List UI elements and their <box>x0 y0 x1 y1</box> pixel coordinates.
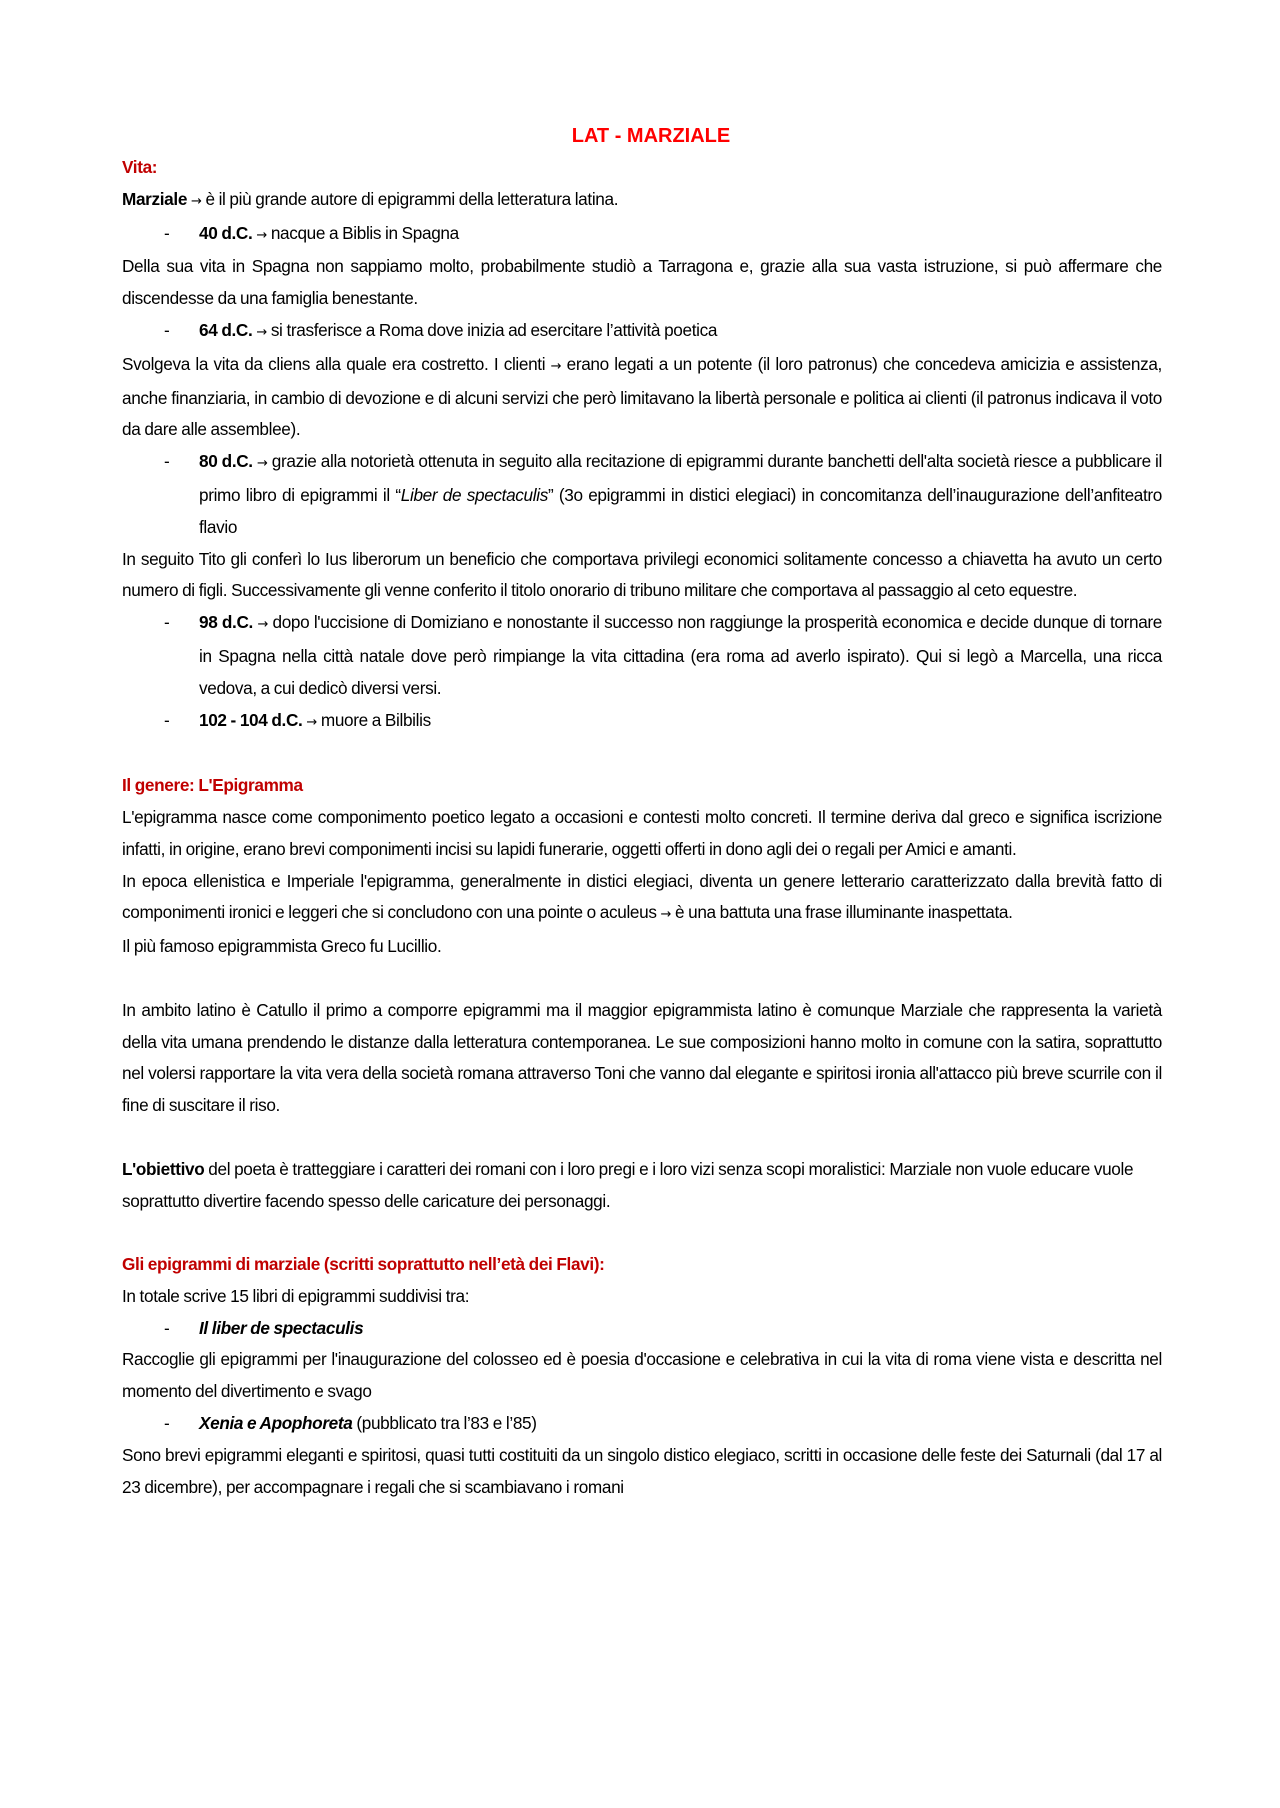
timeline-item <box>122 607 1162 704</box>
spacer <box>122 1122 1162 1154</box>
arrow-icon: → <box>660 907 672 923</box>
author-name: Marziale <box>122 188 188 209</box>
section-genere <box>122 770 1162 1217</box>
bullet-dash-icon: - <box>164 1413 170 1434</box>
spacer <box>122 963 1162 995</box>
arrow-icon: → <box>256 227 267 243</box>
vita-intro <box>122 184 1162 218</box>
bullet-dash-icon: - <box>164 319 170 340</box>
section-heading-epigrammi: Gli epigrammi di marziale (scritti soprattutto nell’età dei Flavi): <box>122 1254 605 1275</box>
timeline-text <box>199 446 1162 543</box>
timeline-text <box>199 705 1162 739</box>
arrow-icon: → <box>257 617 269 633</box>
document-body <box>122 152 1162 1503</box>
genere-paragraph: L'epigramma nasce come componimento poetico legato a occasioni e contesti molto concreti. Il termine deriva dal greco e significa iscrizione infatti, in origine, erano brevi componimenti incisi su lapidi funerarie, oggetti offerti in dono agli dei o regali per Amici e amanti. <box>122 806 1162 859</box>
arrow-icon: → <box>257 456 268 472</box>
timeline-date: 80 d.C. <box>199 451 253 472</box>
bullet-dash-icon: - <box>164 222 170 243</box>
bullet-dash-icon: - <box>164 612 170 633</box>
section-epigrammi <box>122 1249 1162 1503</box>
timeline-description: muore a Bilbilis <box>316 709 431 730</box>
work-item <box>122 1408 1162 1440</box>
timeline-text <box>199 218 1162 252</box>
spacer <box>122 1217 1162 1249</box>
work-title: Xenia e Apophoreta <box>199 1413 353 1434</box>
work-title-line <box>199 1408 1162 1440</box>
genere-paragraph: Il più famoso epigrammista Greco fu Lucillio. <box>122 936 442 957</box>
genere-paragraph: In ambito latino è Catullo il primo a comporre epigrammi ma il maggior epigrammista latino è comunque Marziale che rappresenta la varietà della vita umana prendendo le distanze dalla letteratura contemporanea. Le sue composizioni hanno molto in comune con la satira, soprattutto nel volersi rapportare la vita vera della società romana attraverso Toni che vanno dal elegante e spiritosi ironia all'attacco più breve scurrile con il fine di suscitare il riso. <box>122 999 1162 1116</box>
paragraph-text: Svolgeva la vita da cliens alla quale era costretto. I clienti <box>122 353 551 374</box>
section-heading-vita: Vita: <box>122 157 158 177</box>
timeline-item <box>122 218 1162 252</box>
obiettivo-paragraph <box>122 1154 1162 1218</box>
section-vita <box>122 152 1162 738</box>
work-description: Raccoglie gli epigrammi per l'inaugurazione del colosseo ed è poesia d'occasione e celebrativa in cui la vita di roma viene vista e descritta nel momento del divertimento e svago <box>122 1349 1162 1402</box>
work-item <box>122 1313 1162 1345</box>
work-title: Il liber de spectaculis <box>199 1317 364 1338</box>
work-title-line <box>199 1313 1162 1345</box>
bullet-dash-icon: - <box>164 709 170 730</box>
bullet-dash-icon: - <box>164 1317 170 1338</box>
arrow-icon: → <box>256 324 267 340</box>
work-title-italic: Liber de spectaculis <box>400 484 548 505</box>
timeline-date: 64 d.C. <box>199 319 253 340</box>
timeline-text <box>199 607 1162 704</box>
section-heading-genere: Il genere: L'Epigramma <box>122 775 303 796</box>
vita-paragraph: In seguito Tito gli conferì lo Ius liberorum un beneficio che comportava privilegi economici solitamente concesso a chiavetta ha avuto un certo numero di figli. Successivamente gli venne conferito il titolo onorario di tribuno militare che comportava al passaggio al ceto equestre. <box>122 548 1162 601</box>
timeline-description: grazie alla notorietà ottenuta in seguito alla recitazione di epigrammi durante banchetti dell'alta società riesce a pubblicare il primo libro di epigrammi il “ <box>199 451 1162 505</box>
timeline-item <box>122 446 1162 543</box>
timeline-description: si trasferisce a Roma dove inizia ad esercitare l’attività poetica <box>266 319 718 340</box>
timeline-text <box>199 315 1162 349</box>
document-title: LAT - MARZIALE <box>571 125 731 147</box>
vita-intro-text: è il più grande autore di epigrammi della letteratura latina. <box>201 188 619 209</box>
paragraph-text: del poeta è tratteggiare i caratteri dei romani con i loro pregi e i loro vizi senza scopi moralistici: Marziale non vuole educare vuole soprattutto divertire facendo spesso delle caricature dei personaggi. <box>122 1158 1134 1211</box>
paragraph-text: è una battuta una frase illuminante inaspettata. <box>671 902 1013 923</box>
document-page <box>122 120 1162 1503</box>
timeline-date: 40 d.C. <box>199 222 253 243</box>
arrow-icon: → <box>306 714 317 730</box>
obiettivo-label: L'obiettivo <box>122 1158 205 1179</box>
timeline-item <box>122 315 1162 349</box>
epigrammi-intro: In totale scrive 15 libri di epigrammi suddivisi tra: <box>122 1285 470 1306</box>
paragraph-text: erano legati a un potente (il loro patronus) che concedeva amicizia e assistenza, anche finanziaria, in cambio di devozione e di alcuni servizi che però limitavano la libertà personale e politica ai clienti (il patronus indicava il voto da dare alle assemblee). <box>122 353 1162 440</box>
timeline-item <box>122 705 1162 739</box>
vita-paragraph: Della sua vita in Spagna non sappiamo molto, probabilmente studiò a Tarragona e, grazie alla sua vasta istruzione, si può affermare che discendesse da una famiglia benestante. <box>122 256 1162 309</box>
arrow-icon: → <box>190 193 202 209</box>
timeline-description: nacque a Biblis in Spagna <box>266 222 459 243</box>
arrow-icon: → <box>550 358 562 374</box>
bullet-dash-icon: - <box>164 451 170 472</box>
timeline-date: 102 - 104 d.C. <box>199 709 303 730</box>
work-description: Sono brevi epigrammi eleganti e spiritosi, quasi tutti costituiti da un singolo distico elegiaco, scritti in occasione delle feste dei Saturnali (dal 17 al 23 dicembre), per accompagnare i regali che si scambiavano i romani <box>122 1444 1162 1497</box>
timeline-date: 98 d.C. <box>199 612 253 633</box>
spacer <box>122 738 1162 770</box>
paragraph-text: In epoca ellenistica e Imperiale l'epigramma, generalmente in distici elegiaci, diventa un genere letterario caratterizzato dalla brevità fatto di componimenti ironici e leggeri che si concludono con una pointe o aculeus <box>122 870 1162 923</box>
timeline-description: dopo l'uccisione di Domiziano e nonostante il successo non raggiunge la prosperità economica e decide dunque di tornare in Spagna nella città natale dove però rimpiange la vita cittadina (era roma ad averlo ispirato). Qui si legò a Marcella, una ricca vedova, a cui dedicò diversi versi. <box>199 612 1162 698</box>
timeline-description: ” (3o epigrammi in distici elegiaci) in concomitanza dell’inaugurazione dell’anfiteatro flavio <box>199 484 1162 537</box>
vita-paragraph <box>122 349 1162 446</box>
work-note: (pubblicato tra l’83 e l’85) <box>352 1413 537 1434</box>
genere-paragraph <box>122 866 1162 932</box>
